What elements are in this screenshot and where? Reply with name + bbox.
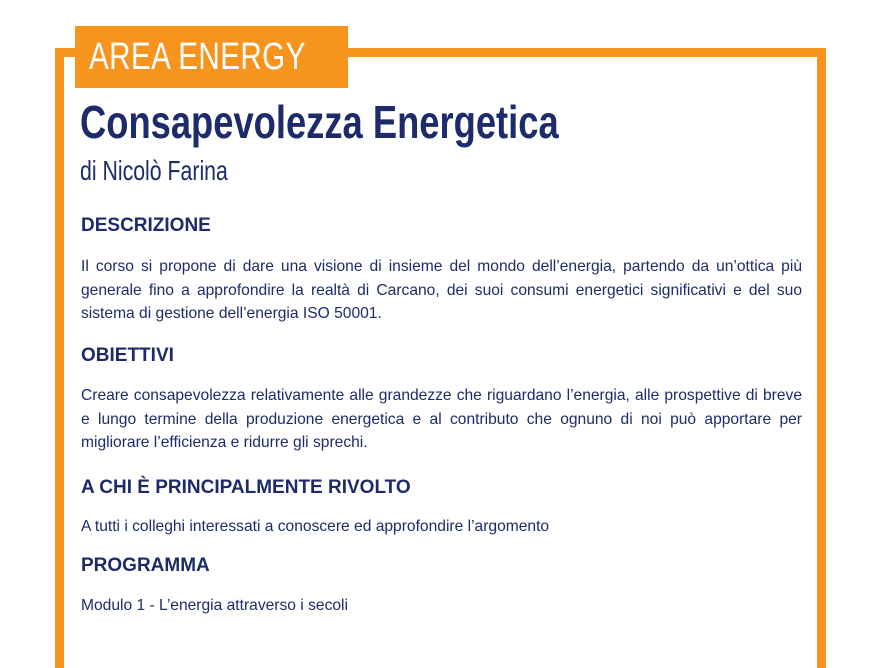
area-tag-label: AREA ENERGY [89, 35, 306, 78]
area-tag [75, 26, 348, 88]
section-heading-destinatari: A CHI È PRINCIPALMENTE RIVOLTO [81, 477, 411, 498]
section-body-descrizione: Il corso si propone di dare una visione di insieme del mondo dell’energia, partendo da un’ottica più generale fino a approfondire la realtà di Carcano, dei suoi consumi energetici significativi e del suo sistema di gestione dell’energia ISO 50001. [81, 258, 802, 322]
course-title: Consapevolezza Energetica [80, 96, 559, 148]
section-body-obiettivi: Creare consapevolezza relativamente alle grandezze che riguardano l’energia, alle prospettive di breve e lungo termine della produzione energetica e al contributo che ognuno di noi può apportare per migliorare l’efficienza e ridurre gli sprechi. [81, 387, 802, 451]
course-author: di Nicolò Farina [80, 155, 228, 186]
section-body-destinatari: A tutti i colleghi interessati a conoscere ed approfondire l’argomento [81, 518, 550, 535]
section-body-programma: Modulo 1 - L’energia attraverso i secoli [81, 597, 348, 614]
section-heading-programma: PROGRAMMA [81, 555, 210, 576]
section-heading-descrizione: DESCRIZIONE [81, 215, 211, 236]
section-heading-obiettivi: OBIETTIVI [81, 345, 174, 366]
